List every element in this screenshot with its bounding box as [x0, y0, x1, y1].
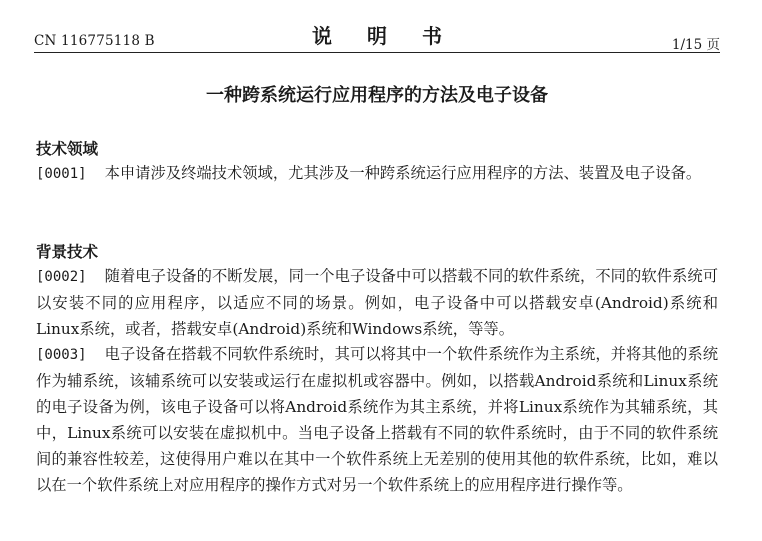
header-divider: [34, 52, 720, 53]
document-type: 说 明 书: [312, 24, 456, 48]
paragraph-text: 电子设备在搭载不同软件系统时，其可以将其中一个软件系统作为主系统，并将其他的系统作为辅系统，该辅系统可以安装或运行在虚拟机或容器中。例如，以搭载Android系统和Linux系统的电子设备为例，该电子设备可以将Android系统作为其主系统，并将Linux系统作为其辅系统，其中，Linux系统可以安装在虚拟机中。当电子设备上搭载有不同的软件系统时，由于不同的软件系统间的兼容性较差，这使得用户难以在其中一个软件系统上无差别的使用其他的软件系统，比如，难以以在一个软件系统上对应用程序的操作方式对另一个软件系统上的应用程序进行操作等。: [36, 345, 718, 494]
paragraph-0003: [36, 341, 718, 498]
paragraph-0002: [36, 263, 718, 342]
page-number: 1/15 页: [671, 37, 720, 53]
section-heading-background: 背景技术: [36, 243, 99, 261]
paragraph-number: [0003]: [36, 347, 87, 363]
paragraph-number: [0002]: [36, 269, 87, 285]
document-title: 一种跨系统运行应用程序的方法及电子设备: [206, 85, 548, 106]
page-header: [34, 18, 720, 54]
paragraph-text: 随着电子设备的不断发展，同一个电子设备中可以搭载不同的软件系统，不同的软件系统可以安装不同的应用程序，以适应不同的场景。例如，电子设备中可以搭载安卓(Android)系统和Linux系统，或者，搭载安卓(Android)系统和Windows系统，等等。: [36, 267, 718, 338]
publication-number: CN 116775118 B: [34, 33, 155, 49]
paragraph-text: 本申请涉及终端技术领域，尤其涉及一种跨系统运行应用程序的方法、装置及电子设备。: [104, 164, 702, 182]
section-heading-technical-field: 技术领域: [36, 140, 99, 158]
paragraph-0001: [36, 160, 718, 187]
paragraph-number: [0001]: [36, 166, 87, 182]
